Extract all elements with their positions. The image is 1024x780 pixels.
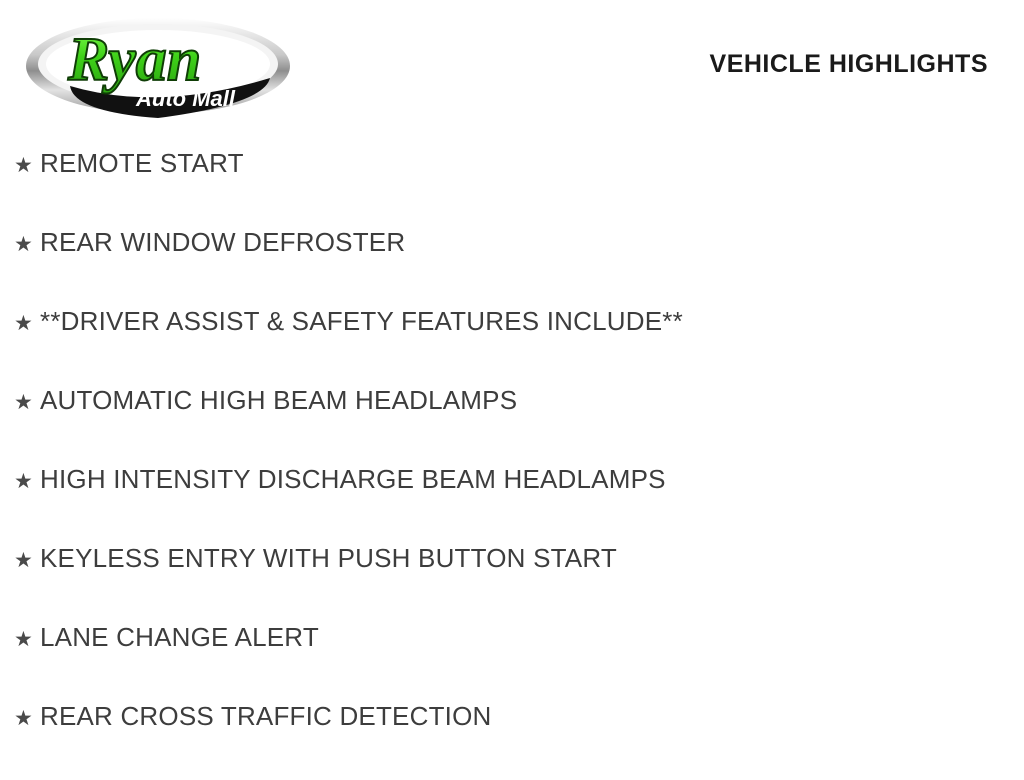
list-item-label: LANE CHANGE ALERT xyxy=(40,622,319,652)
star-icon: ★ xyxy=(14,549,33,572)
list-item-label: HIGH INTENSITY DISCHARGE BEAM HEADLAMPS xyxy=(40,464,666,494)
star-icon: ★ xyxy=(14,233,33,256)
list-item xyxy=(0,148,1024,227)
star-icon: ★ xyxy=(14,628,33,651)
list-item-label: REAR WINDOW DEFROSTER xyxy=(40,227,406,257)
list-item xyxy=(0,701,1024,780)
list-item xyxy=(0,543,1024,622)
star-icon: ★ xyxy=(14,470,33,493)
list-item xyxy=(0,464,1024,543)
list-item xyxy=(0,306,1024,385)
list-item-label: **DRIVER ASSIST & SAFETY FEATURES INCLUDE** xyxy=(40,306,683,336)
list-item xyxy=(0,622,1024,701)
svg-text:Auto Mall: Auto Mall xyxy=(136,86,235,111)
star-icon: ★ xyxy=(14,391,33,414)
list-item-label: REMOTE START xyxy=(40,148,244,178)
ryan-auto-mall-logo xyxy=(18,8,298,126)
list-item-label: KEYLESS ENTRY WITH PUSH BUTTON START xyxy=(40,543,617,573)
star-icon: ★ xyxy=(14,154,33,177)
list-item xyxy=(0,385,1024,464)
list-item xyxy=(0,227,1024,306)
star-icon: ★ xyxy=(14,707,33,730)
star-icon: ★ xyxy=(14,312,33,335)
page-header xyxy=(0,0,1024,130)
vehicle-highlights-list xyxy=(0,148,1024,780)
page-title: VEHICLE HIGHLIGHTS xyxy=(709,50,988,78)
list-item-label: REAR CROSS TRAFFIC DETECTION xyxy=(40,701,492,731)
list-item-label: AUTOMATIC HIGH BEAM HEADLAMPS xyxy=(40,385,518,415)
svg-text:Ryan: Ryan xyxy=(68,26,202,94)
